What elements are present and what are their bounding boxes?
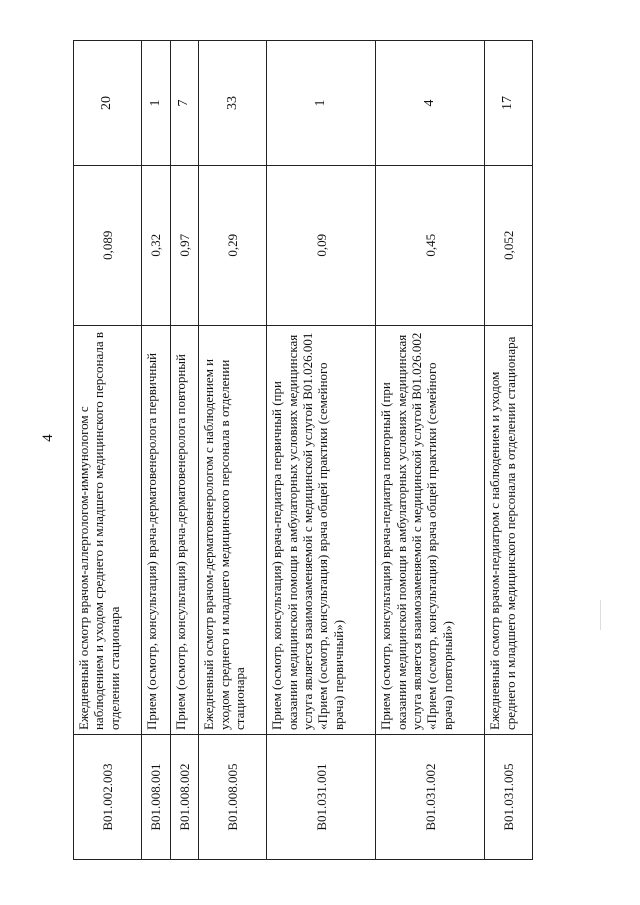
usage-count: 4 (376, 41, 485, 166)
service-code: B01.008.001 (142, 735, 171, 860)
table-row (142, 41, 171, 860)
frequency-coefficient: 0,09 (267, 165, 376, 325)
usage-count: 1 (142, 41, 171, 166)
table-row (170, 41, 199, 860)
frequency-coefficient: 0,052 (485, 165, 533, 325)
frequency-coefficient: 0,29 (199, 165, 267, 325)
table-row (267, 41, 376, 860)
table-row (485, 41, 533, 860)
usage-count: 33 (199, 41, 267, 166)
service-name: Ежедневный осмотр врачом-педиатром с наблюдением и уходом среднего и младшего медицинского персонала в отделении стационара (485, 325, 533, 735)
table-row (74, 41, 142, 860)
frequency-coefficient: 0,97 (170, 165, 199, 325)
service-name: Прием (осмотр, консультация) врача-дерматовенеролога повторный (170, 325, 199, 735)
usage-count: 1 (267, 41, 376, 166)
service-name: Прием (осмотр, консультация) врача-педиатра повторный (при оказании медицинской помощи в амбулаторных условиях медицинская услуга является взаимозаменяемой с медицинской услугой B01.026.002 «Прием (осмотр, консультация) врача общей практики (семейного врача) повторный») (376, 325, 485, 735)
service-code: B01.031.002 (376, 735, 485, 860)
table-row (199, 41, 267, 860)
service-name: Прием (осмотр, консультация) врача-педиатра первичный (при оказании медицинской помощи в амбулаторных условиях медицинская услуга является взаимозаменяемой с медицинской услугой B01.026.001 «Прием (осмотр, консультация) врача общей практики (семейного врача) первичный») (267, 325, 376, 735)
table-row (376, 41, 485, 860)
service-code: B01.002.003 (74, 735, 142, 860)
service-code: B01.008.002 (170, 735, 199, 860)
services-table (73, 40, 533, 860)
service-name: Ежедневный осмотр врачом-дерматовенерологом с наблюдением и уходом среднего и младшего медицинского персонала в отделении стационара (199, 325, 267, 735)
frequency-coefficient: 0,32 (142, 165, 171, 325)
frequency-coefficient: 0,089 (74, 165, 142, 325)
service-name: Прием (осмотр, консультация) врача-дерматовенеролога первичный (142, 325, 171, 735)
service-name: Ежедневный осмотр врачом-аллергологом-иммунологом с наблюдением и уходом среднего и младшего медицинского персонала в отделении стационара (74, 325, 142, 735)
service-code: B01.031.001 (267, 735, 376, 860)
service-code: B01.008.005 (199, 735, 267, 860)
frequency-coefficient: 0,45 (376, 165, 485, 325)
page-number: 4 (40, 434, 56, 442)
scan-mark (600, 600, 601, 630)
usage-count: 17 (485, 41, 533, 166)
usage-count: 7 (170, 41, 199, 166)
usage-count: 20 (74, 41, 142, 166)
services-table-rotated (73, 40, 533, 860)
service-code: B01.031.005 (485, 735, 533, 860)
